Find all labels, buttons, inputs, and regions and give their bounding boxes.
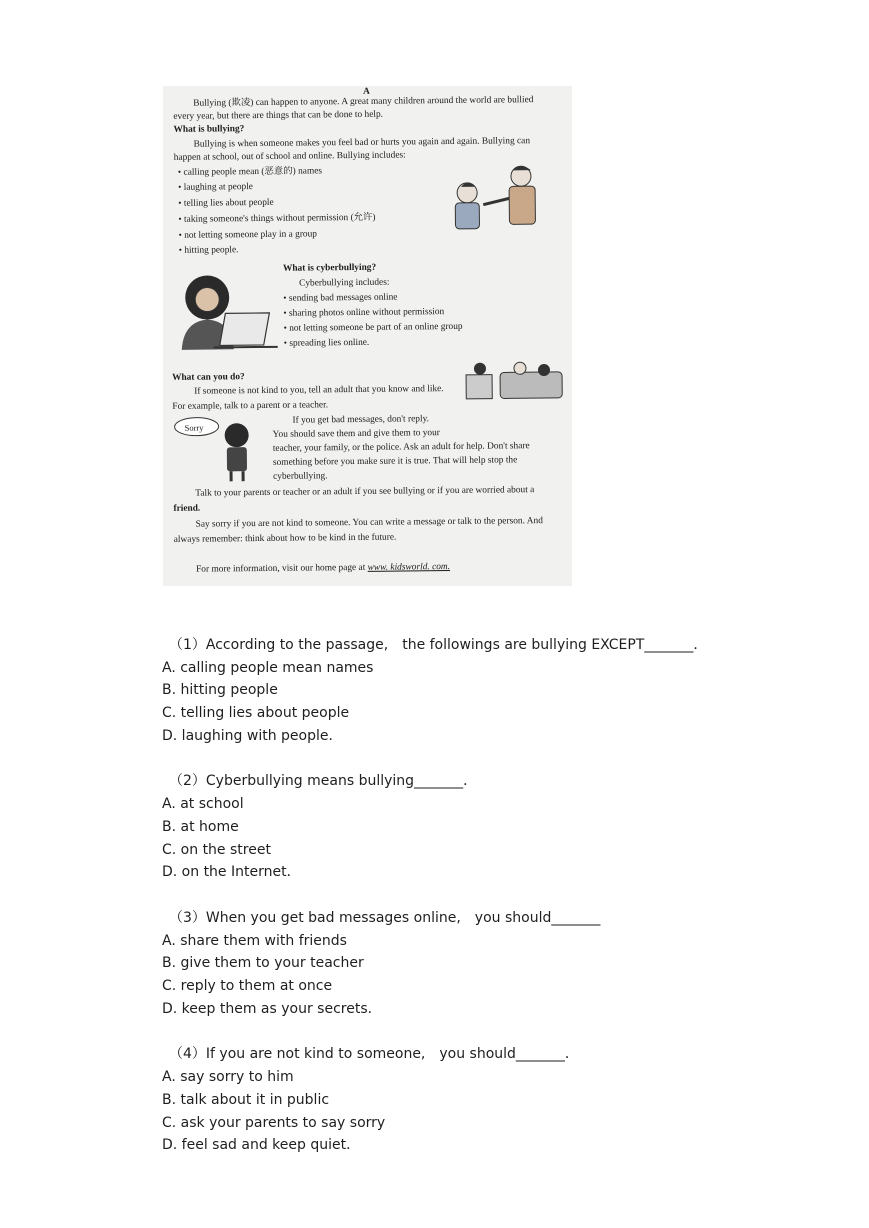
bad-messages-line: You should save them and give them to your [272,428,440,440]
intro-line: Bullying (欺凌) can happen to anyone. A great many children around the world are bullied [193,95,534,109]
pointing-boys-illustration [449,162,550,233]
section-heading: What is bullying? [173,124,245,135]
question-1-stem: （1）According to the passage, the followings are bullying EXCEPT_______． [169,637,708,653]
question-2-stem: （2）Cyberbullying means bullying_______． [169,773,478,789]
question-3-option-c: C. reply to them at once [162,978,333,994]
intro-line: every year, but there are things that can be done to help. [173,109,384,122]
question-2-option-a: A. at school [162,796,244,812]
bullying-item: • laughing at people [178,182,254,193]
bad-messages-line: teacher, your family, or the police. Ask an adult for help. Don't share [272,441,530,454]
advice-line: If someone is not kind to you, tell an adult that you know and like. [194,384,444,397]
cyber-item: • spreading lies online. [283,337,370,349]
question-3-option-a: A. share them with friends [162,933,347,949]
question-4-option-d: D. feel sad and keep quiet． [162,1137,361,1153]
bad-messages-line: something before you make sure it is true. That will help stop the [272,455,518,468]
question-3-option-b: B. give them to your teacher [162,955,364,971]
question-1-option-d: D. laughing with people． [162,728,343,744]
bad-messages-line: cyberbullying. [273,471,328,482]
question-3-option-d: D. keep them as your secrets． [162,1001,382,1017]
bullying-item: • not letting someone play in a group [178,229,318,241]
definition-line: happen at school, out of school and online. Bullying includes: [173,150,406,163]
talk-line: Talk to your parents or teacher or an adult if you see bullying or if you are worried about a [195,485,535,499]
bullying-item: • hitting people. [178,245,239,256]
question-4-option-a: A. say sorry to him [162,1069,294,1085]
section-heading: What is cyberbullying? [282,262,377,274]
bullying-item: • taking someone's things without permission (允许) [178,212,376,225]
bullying-item: • calling people mean (恶意的) names [177,166,323,178]
more-info-text: For more information, visit our home page at [196,562,368,575]
cyber-intro: Cyberbullying includes: [299,277,390,289]
cyber-item: • sharing photos online without permission [283,307,445,319]
question-1-option-c: C. telling lies about people [162,705,350,721]
question-4-stem: （4）If you are not kind to someone, you should_______． [169,1046,579,1062]
passage-heading: A [363,86,370,97]
question-3-stem: （3）When you get bad messages online, you should_______ [169,910,601,926]
question-1-option-b: B. hitting people [162,682,278,698]
question-2-option-b: B. at home [162,819,239,835]
question-4-option-b: B. talk about it in public [162,1092,330,1108]
passage-scan [163,86,572,586]
talk-line: friend. [173,503,201,514]
question-1-option-a: A. calling people mean names [162,660,374,676]
cyber-item: • not letting someone be part of an online group [283,321,463,334]
question-2-option-c: C. on the street [162,842,271,858]
section-heading: What can you do? [172,372,245,383]
sorry-bubble-text: Sorry [184,422,204,433]
bad-messages-line: If you get bad messages, don't reply. [292,414,430,426]
sorry-advice-line: always remember: think about how to be kind in the future. [173,532,397,545]
definition-line: Bullying is when someone makes you feel bad or hurts you again and again. Bullying can [193,136,531,150]
sorry-advice-line: Say sorry if you are not kind to someone. You can write a message or talk to the person. And [195,516,543,530]
girl-laptop-illustration [173,273,279,352]
advice-line: For example, talk to a parent or a teacher. [172,400,329,412]
family-sofa-illustration [464,358,564,403]
more-info-line [196,561,450,576]
website-link: www. kidsworld. com. [367,562,451,573]
cyber-item: • sending bad messages online [283,292,398,304]
question-4-option-c: C. ask your parents to say sorry [162,1115,386,1131]
question-2-option-d: D. on the Internet． [162,864,301,880]
bullying-item: • telling lies about people [178,197,274,209]
